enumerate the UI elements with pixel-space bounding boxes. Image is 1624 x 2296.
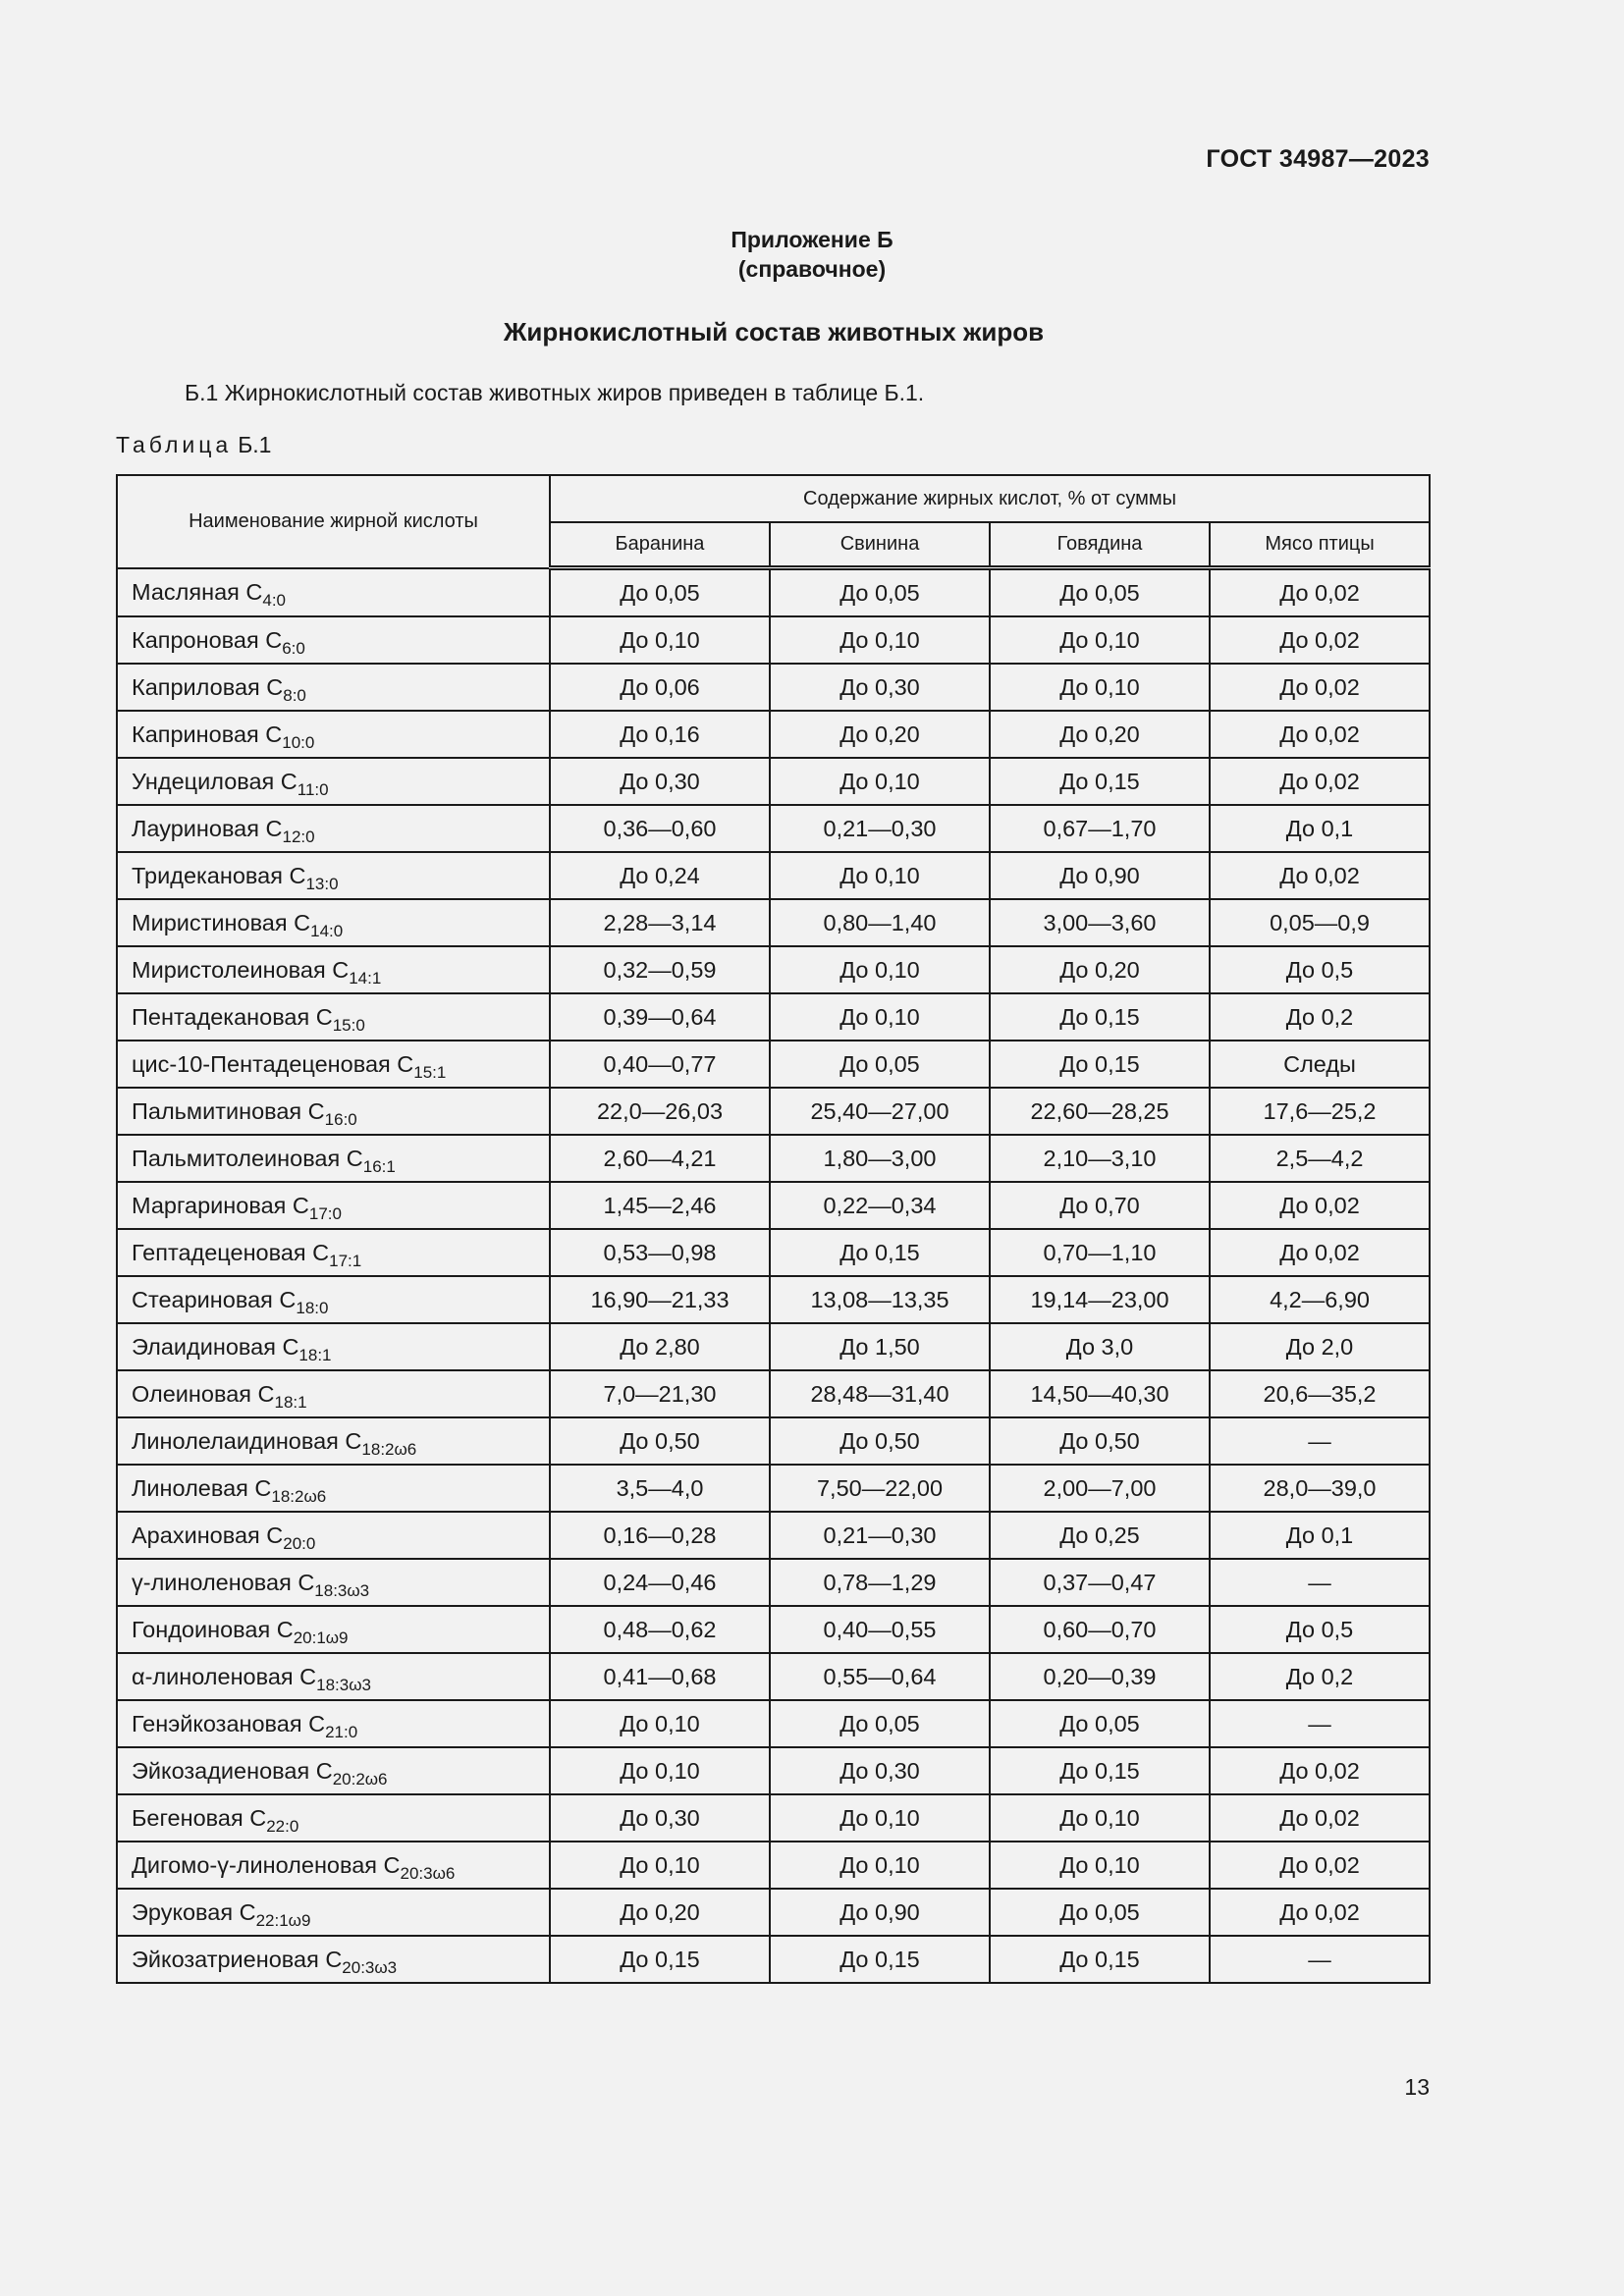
value-cell: До 0,02 xyxy=(1210,1889,1430,1936)
value-cell: До 0,24 xyxy=(550,852,770,899)
acid-formula-subscript: 16:1 xyxy=(362,1156,396,1176)
table-row xyxy=(117,1229,1430,1276)
acid-name: Олеиновая C xyxy=(132,1380,275,1407)
value-cell: До 0,16 xyxy=(550,711,770,758)
value-cell: До 0,02 xyxy=(1210,1747,1430,1794)
value-cell: 2,00—7,00 xyxy=(990,1465,1210,1512)
acid-name-cell xyxy=(117,1370,550,1417)
value-cell: До 0,10 xyxy=(770,993,990,1041)
value-cell: 0,39—0,64 xyxy=(550,993,770,1041)
acid-name-cell xyxy=(117,1842,550,1889)
table-row xyxy=(117,1606,1430,1653)
value-cell: — xyxy=(1210,1417,1430,1465)
value-cell: До 0,02 xyxy=(1210,1229,1430,1276)
table-caption-label: Таблица xyxy=(116,432,233,457)
value-cell: До 3,0 xyxy=(990,1323,1210,1370)
value-cell: До 0,10 xyxy=(550,1842,770,1889)
value-cell: 2,10—3,10 xyxy=(990,1135,1210,1182)
value-cell: 0,80—1,40 xyxy=(770,899,990,946)
value-cell: 17,6—25,2 xyxy=(1210,1088,1430,1135)
value-cell: До 2,80 xyxy=(550,1323,770,1370)
value-cell: До 0,10 xyxy=(770,1794,990,1842)
value-cell: До 2,0 xyxy=(1210,1323,1430,1370)
value-cell: До 0,15 xyxy=(990,758,1210,805)
header-content-group: Содержание жирных кислот, % от суммы xyxy=(550,475,1430,522)
table-row xyxy=(117,946,1430,993)
value-cell: До 0,06 xyxy=(550,664,770,711)
acid-name: Маргариновая C xyxy=(132,1192,309,1218)
acid-formula-subscript: 18:3ω3 xyxy=(316,1675,371,1694)
acid-name: цис-10-Пентадеценовая C xyxy=(132,1050,414,1077)
table-row xyxy=(117,852,1430,899)
value-cell: До 0,02 xyxy=(1210,616,1430,664)
value-cell: До 0,30 xyxy=(550,758,770,805)
value-cell: 25,40—27,00 xyxy=(770,1088,990,1135)
acid-name: Гондоиновая C xyxy=(132,1616,294,1642)
acid-name-cell xyxy=(117,1606,550,1653)
acid-formula-subscript: 18:0 xyxy=(296,1298,329,1317)
value-cell: — xyxy=(1210,1936,1430,1983)
acid-name-cell xyxy=(117,1700,550,1747)
value-cell: До 0,02 xyxy=(1210,664,1430,711)
value-cell: До 0,20 xyxy=(990,711,1210,758)
acid-name: Лауриновая C xyxy=(132,815,283,841)
appendix-heading xyxy=(0,225,1624,284)
value-cell: До 0,10 xyxy=(770,758,990,805)
value-cell: До 0,30 xyxy=(770,664,990,711)
acid-name: Каприловая C xyxy=(132,673,284,700)
value-cell: 2,28—3,14 xyxy=(550,899,770,946)
value-cell: До 0,5 xyxy=(1210,1606,1430,1653)
acid-name: Капроновая C xyxy=(132,626,283,653)
value-cell: 16,90—21,33 xyxy=(550,1276,770,1323)
value-cell: 7,0—21,30 xyxy=(550,1370,770,1417)
table-row xyxy=(117,1323,1430,1370)
table-row xyxy=(117,1700,1430,1747)
acid-name: Генэйкозановая C xyxy=(132,1710,326,1736)
value-cell: — xyxy=(1210,1559,1430,1606)
value-cell: До 0,02 xyxy=(1210,711,1430,758)
value-cell: 7,50—22,00 xyxy=(770,1465,990,1512)
table-row xyxy=(117,1936,1430,1983)
acid-name-cell xyxy=(117,1417,550,1465)
acid-formula-subscript: 22:0 xyxy=(266,1816,299,1836)
value-cell: До 0,10 xyxy=(990,1794,1210,1842)
value-cell: 0,55—0,64 xyxy=(770,1653,990,1700)
value-cell: 3,5—4,0 xyxy=(550,1465,770,1512)
value-cell: До 0,2 xyxy=(1210,993,1430,1041)
acid-formula-subscript: 11:0 xyxy=(297,779,329,799)
table-caption xyxy=(116,432,271,458)
value-cell: До 0,30 xyxy=(550,1794,770,1842)
value-cell: До 0,05 xyxy=(990,1889,1210,1936)
value-cell: 14,50—40,30 xyxy=(990,1370,1210,1417)
value-cell: До 0,05 xyxy=(770,1700,990,1747)
value-cell: До 0,15 xyxy=(990,993,1210,1041)
table-row xyxy=(117,568,1430,617)
value-cell: 0,67—1,70 xyxy=(990,805,1210,852)
acid-name: Элаидиновая C xyxy=(132,1333,299,1360)
table-row xyxy=(117,1512,1430,1559)
acid-name: Тридекановая C xyxy=(132,862,306,888)
acid-name: α-линоленовая C xyxy=(132,1663,317,1689)
value-cell: 19,14—23,00 xyxy=(990,1276,1210,1323)
acid-name: Бегеновая C xyxy=(132,1804,267,1831)
value-cell: До 0,15 xyxy=(990,1936,1210,1983)
value-cell: До 0,2 xyxy=(1210,1653,1430,1700)
value-cell: До 0,20 xyxy=(770,711,990,758)
acid-name-cell xyxy=(117,1653,550,1700)
value-cell: До 0,02 xyxy=(1210,852,1430,899)
value-cell: До 0,20 xyxy=(550,1889,770,1936)
acid-formula-subscript: 12:0 xyxy=(282,827,315,846)
table-row xyxy=(117,1889,1430,1936)
value-cell: 2,5—4,2 xyxy=(1210,1135,1430,1182)
value-cell: До 0,15 xyxy=(990,1041,1210,1088)
acid-formula-subscript: 10:0 xyxy=(282,732,315,752)
acid-name-cell xyxy=(117,805,550,852)
value-cell: — xyxy=(1210,1700,1430,1747)
acid-name-cell xyxy=(117,993,550,1041)
value-cell: 1,45—2,46 xyxy=(550,1182,770,1229)
value-cell: 22,0—26,03 xyxy=(550,1088,770,1135)
acid-formula-subscript: 15:1 xyxy=(413,1062,447,1082)
acid-name-cell xyxy=(117,1041,550,1088)
value-cell: До 0,10 xyxy=(990,1842,1210,1889)
acid-formula-subscript: 4:0 xyxy=(262,590,287,610)
table-row xyxy=(117,1088,1430,1135)
acid-formula-subscript: 14:0 xyxy=(310,921,344,940)
value-cell: До 0,05 xyxy=(770,1041,990,1088)
acid-name-cell xyxy=(117,899,550,946)
acid-formula-subscript: 17:1 xyxy=(329,1251,362,1270)
value-cell: До 0,20 xyxy=(990,946,1210,993)
acid-name: Миристолеиновая C xyxy=(132,956,350,983)
value-cell: До 0,10 xyxy=(770,946,990,993)
acid-name-cell xyxy=(117,1936,550,1983)
value-cell: До 0,15 xyxy=(770,1936,990,1983)
acid-name: Арахиновая C xyxy=(132,1522,284,1548)
header-acid-name: Наименование жирной кислоты xyxy=(117,475,550,568)
table-row xyxy=(117,711,1430,758)
acid-name: Эруковая C xyxy=(132,1898,256,1925)
value-cell: 0,40—0,77 xyxy=(550,1041,770,1088)
value-cell: 0,78—1,29 xyxy=(770,1559,990,1606)
table-row xyxy=(117,1465,1430,1512)
value-cell: 0,41—0,68 xyxy=(550,1653,770,1700)
value-cell: До 0,10 xyxy=(550,1747,770,1794)
value-cell: До 0,15 xyxy=(550,1936,770,1983)
table-row xyxy=(117,758,1430,805)
value-cell: До 0,10 xyxy=(770,616,990,664)
value-cell: 0,21—0,30 xyxy=(770,805,990,852)
table-row xyxy=(117,993,1430,1041)
acid-name-cell xyxy=(117,1276,550,1323)
acid-name: Пальмитолеиновая C xyxy=(132,1145,363,1171)
table-row xyxy=(117,805,1430,852)
value-cell: 22,60—28,25 xyxy=(990,1088,1210,1135)
acid-name-cell xyxy=(117,664,550,711)
value-cell: До 0,90 xyxy=(770,1889,990,1936)
acid-name: Дигомо-γ-линоленовая C xyxy=(132,1851,401,1878)
value-cell: 0,24—0,46 xyxy=(550,1559,770,1606)
value-cell: 0,53—0,98 xyxy=(550,1229,770,1276)
acid-name: Линолелаидиновая C xyxy=(132,1427,362,1454)
acid-formula-subscript: 18:3ω3 xyxy=(314,1580,370,1600)
table-row xyxy=(117,1041,1430,1088)
intro-paragraph: Б.1 Жирнокислотный состав животных жиров приведен в таблице Б.1. xyxy=(185,380,925,405)
value-cell: До 0,1 xyxy=(1210,805,1430,852)
value-cell: До 0,05 xyxy=(550,568,770,617)
acid-name: Стеариновая C xyxy=(132,1286,297,1312)
acid-name-cell xyxy=(117,1088,550,1135)
value-cell: 28,48—31,40 xyxy=(770,1370,990,1417)
document-code: ГОСТ 34987—2023 xyxy=(1206,145,1430,173)
value-cell: До 0,02 xyxy=(1210,1794,1430,1842)
acid-name: Эйкозадиеновая C xyxy=(132,1757,333,1784)
value-cell: До 0,10 xyxy=(770,1842,990,1889)
value-cell: До 0,15 xyxy=(770,1229,990,1276)
value-cell: 4,2—6,90 xyxy=(1210,1276,1430,1323)
value-cell: 0,60—0,70 xyxy=(990,1606,1210,1653)
acid-name: Каприновая C xyxy=(132,721,283,747)
value-cell: До 0,10 xyxy=(550,1700,770,1747)
acid-formula-subscript: 8:0 xyxy=(283,685,306,705)
acid-name-cell xyxy=(117,1794,550,1842)
acid-name-cell xyxy=(117,1465,550,1512)
acid-name-cell xyxy=(117,1135,550,1182)
table-row xyxy=(117,1653,1430,1700)
acid-formula-subscript: 20:3ω6 xyxy=(400,1863,456,1883)
value-cell: До 0,10 xyxy=(770,852,990,899)
acid-name: γ-линоленовая C xyxy=(132,1569,315,1595)
value-cell: 0,21—0,30 xyxy=(770,1512,990,1559)
value-cell: До 1,50 xyxy=(770,1323,990,1370)
value-cell: 13,08—13,35 xyxy=(770,1276,990,1323)
value-cell: 0,22—0,34 xyxy=(770,1182,990,1229)
value-cell: До 0,70 xyxy=(990,1182,1210,1229)
fatty-acid-table xyxy=(116,474,1431,1984)
acid-name: Линолевая C xyxy=(132,1474,272,1501)
acid-formula-subscript: 22:1ω9 xyxy=(255,1910,311,1930)
acid-name: Гептадеценовая C xyxy=(132,1239,330,1265)
value-cell: 0,16—0,28 xyxy=(550,1512,770,1559)
table-row xyxy=(117,1747,1430,1794)
acid-name-cell xyxy=(117,758,550,805)
table-row xyxy=(117,1794,1430,1842)
acid-formula-subscript: 18:1 xyxy=(274,1392,307,1412)
acid-formula-subscript: 21:0 xyxy=(325,1722,358,1741)
acid-name-cell xyxy=(117,1323,550,1370)
table-row xyxy=(117,899,1430,946)
value-cell: До 0,1 xyxy=(1210,1512,1430,1559)
header-mutton: Баранина xyxy=(550,522,770,568)
value-cell: До 0,02 xyxy=(1210,1182,1430,1229)
table-caption-number: Б.1 xyxy=(238,432,272,457)
value-cell: 20,6—35,2 xyxy=(1210,1370,1430,1417)
value-cell: До 0,10 xyxy=(990,664,1210,711)
acid-name-cell xyxy=(117,568,550,617)
value-cell: До 0,05 xyxy=(990,568,1210,617)
value-cell: 3,00—3,60 xyxy=(990,899,1210,946)
acid-name-cell xyxy=(117,711,550,758)
table-row xyxy=(117,1559,1430,1606)
acid-name-cell xyxy=(117,852,550,899)
value-cell: 0,70—1,10 xyxy=(990,1229,1210,1276)
value-cell: До 0,25 xyxy=(990,1512,1210,1559)
value-cell: До 0,02 xyxy=(1210,1842,1430,1889)
acid-formula-subscript: 20:0 xyxy=(283,1533,316,1553)
table-row xyxy=(117,616,1430,664)
acid-name: Пентадекановая C xyxy=(132,1003,333,1030)
table-row xyxy=(117,1417,1430,1465)
value-cell: До 0,02 xyxy=(1210,758,1430,805)
appendix-title: Приложение Б xyxy=(731,227,893,252)
page-number: 13 xyxy=(1404,2074,1430,2100)
acid-formula-subscript: 20:2ω6 xyxy=(332,1769,388,1789)
appendix-subtitle: (справочное) xyxy=(737,256,887,282)
acid-name-cell xyxy=(117,1229,550,1276)
value-cell: 28,0—39,0 xyxy=(1210,1465,1430,1512)
acid-formula-subscript: 6:0 xyxy=(282,638,305,658)
acid-formula-subscript: 16:0 xyxy=(324,1109,357,1129)
table-row xyxy=(117,1842,1430,1889)
header-beef: Говядина xyxy=(990,522,1210,568)
value-cell: 2,60—4,21 xyxy=(550,1135,770,1182)
acid-name: Эйкозатриеновая C xyxy=(132,1946,343,1972)
value-cell: До 0,50 xyxy=(550,1417,770,1465)
table-row xyxy=(117,1182,1430,1229)
acid-name-cell xyxy=(117,1512,550,1559)
acid-formula-subscript: 18:2ω6 xyxy=(271,1486,327,1506)
acid-name-cell xyxy=(117,1182,550,1229)
value-cell: До 0,05 xyxy=(990,1700,1210,1747)
value-cell: До 0,02 xyxy=(1210,568,1430,617)
table-row xyxy=(117,1276,1430,1323)
value-cell: До 0,10 xyxy=(990,616,1210,664)
value-cell: До 0,15 xyxy=(990,1747,1210,1794)
acid-name: Масляная C xyxy=(132,578,263,605)
acid-formula-subscript: 13:0 xyxy=(305,874,339,893)
acid-formula-subscript: 17:0 xyxy=(308,1203,342,1223)
header-poultry: Мясо птицы xyxy=(1210,522,1430,568)
value-cell: До 0,90 xyxy=(990,852,1210,899)
value-cell: 0,20—0,39 xyxy=(990,1653,1210,1700)
value-cell: До 0,10 xyxy=(550,616,770,664)
value-cell: До 0,30 xyxy=(770,1747,990,1794)
value-cell: До 0,5 xyxy=(1210,946,1430,993)
acid-name-cell xyxy=(117,1747,550,1794)
value-cell: 1,80—3,00 xyxy=(770,1135,990,1182)
acid-name-cell xyxy=(117,616,550,664)
value-cell: 0,37—0,47 xyxy=(990,1559,1210,1606)
table-row xyxy=(117,1135,1430,1182)
acid-formula-subscript: 18:1 xyxy=(298,1345,332,1364)
header-pork: Свинина xyxy=(770,522,990,568)
acid-formula-subscript: 14:1 xyxy=(349,968,382,988)
value-cell: До 0,50 xyxy=(990,1417,1210,1465)
acid-formula-subscript: 15:0 xyxy=(332,1015,365,1035)
acid-name: Миристиновая C xyxy=(132,909,311,935)
acid-name: Ундециловая C xyxy=(132,768,298,794)
acid-formula-subscript: 20:1ω9 xyxy=(293,1628,349,1647)
value-cell: Следы xyxy=(1210,1041,1430,1088)
section-title: Жирнокислотный состав животных жиров xyxy=(503,317,1045,347)
table-row xyxy=(117,664,1430,711)
acid-formula-subscript: 18:2ω6 xyxy=(361,1439,417,1459)
acid-name-cell xyxy=(117,1559,550,1606)
value-cell: До 0,50 xyxy=(770,1417,990,1465)
value-cell: 0,48—0,62 xyxy=(550,1606,770,1653)
acid-name: Пальмитиновая C xyxy=(132,1097,325,1124)
value-cell: 0,40—0,55 xyxy=(770,1606,990,1653)
acid-formula-subscript: 20:3ω3 xyxy=(342,1957,398,1977)
value-cell: 0,36—0,60 xyxy=(550,805,770,852)
table-body xyxy=(117,568,1430,1984)
value-cell: 0,32—0,59 xyxy=(550,946,770,993)
acid-name-cell xyxy=(117,1889,550,1936)
acid-name-cell xyxy=(117,946,550,993)
value-cell: 0,05—0,9 xyxy=(1210,899,1430,946)
value-cell: До 0,05 xyxy=(770,568,990,617)
table-row xyxy=(117,1370,1430,1417)
